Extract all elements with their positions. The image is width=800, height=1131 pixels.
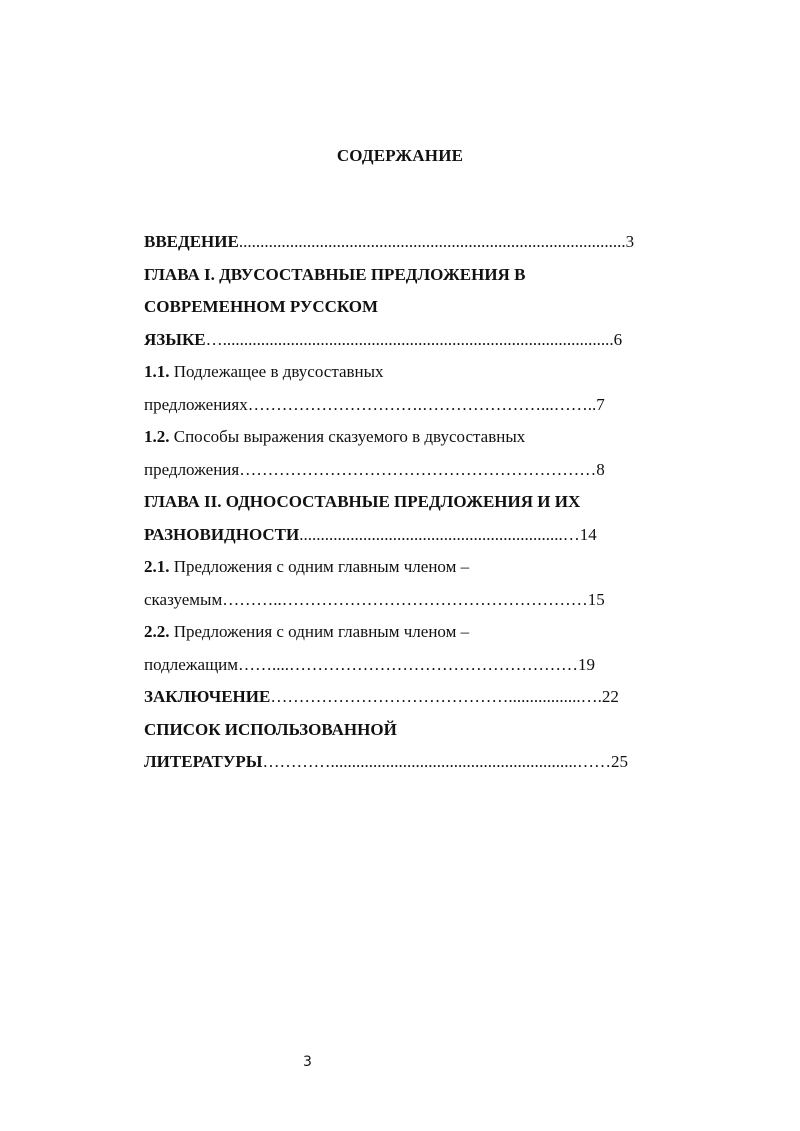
toc-entry-title: Подлежащее в двусоставных (169, 362, 384, 381)
toc-leader: ..............................................................… (299, 524, 580, 544)
toc-page-number: 14 (579, 524, 597, 544)
toc-entry-conclusion[interactable] (144, 681, 656, 714)
toc-entry-title: Предложения с одним главным членом – (169, 622, 470, 641)
toc-entry-section-1-1[interactable] (144, 356, 656, 389)
toc-entry-title: РАЗНОВИДНОСТИ (144, 524, 300, 544)
toc-page-number: 15 (587, 589, 605, 609)
toc-leader: ........................................................................................... (238, 232, 626, 251)
toc-entry-section-2-1-end[interactable] (144, 584, 656, 617)
toc-leader: ………..……………………………………………… (222, 589, 588, 609)
toc-entry-title: ВВЕДЕНИЕ (144, 232, 239, 251)
toc-entry-title: ЯЗЫКЕ (144, 329, 206, 349)
toc-entry-section-1-2[interactable] (144, 421, 656, 454)
toc-entry-section-2-2[interactable] (144, 616, 656, 649)
toc-entry-references-end[interactable] (144, 746, 656, 779)
toc-leader: ……………………………………………………… (239, 459, 597, 479)
toc-entry-title: подлежащим (144, 654, 239, 674)
toc-entry-title: Предложения с одним главным членом – (169, 557, 470, 576)
footer-page-number: 3 (303, 1054, 312, 1070)
table-of-contents (144, 226, 656, 779)
toc-leader: ………………………….…………………...…….. (247, 394, 597, 414)
toc-entry-section-1-2-end[interactable] (144, 454, 656, 487)
toc-entry-section-2-1[interactable] (144, 551, 656, 584)
toc-entry-title: предложения (144, 459, 240, 479)
toc-page-number: 7 (596, 394, 605, 414)
toc-entry-title: ЛИТЕРАТУРЫ (144, 752, 263, 771)
toc-entry-title: ГЛАВА I. ДВУСОСТАВНЫЕ ПРЕДЛОЖЕНИЯ В (144, 264, 526, 284)
toc-entry-title: ГЛАВА II. ОДНОСОСТАВНЫЕ ПРЕДЛОЖЕНИЯ И ИХ (144, 492, 581, 511)
toc-section-number: 2.1. (144, 557, 170, 576)
toc-entry-title: СПИСОК ИСПОЛЬЗОВАННОЙ (144, 719, 397, 739)
toc-entry-chapter-1[interactable] (144, 259, 656, 292)
toc-entry-chapter-1-end[interactable] (144, 324, 656, 357)
toc-page-number: 22 (601, 687, 619, 706)
toc-entry-title: Способы выражения сказуемого в двусоставных (169, 427, 526, 446)
toc-page-number: 3 (625, 232, 635, 251)
toc-entry-title: предложениях (144, 394, 248, 414)
toc-entry-title: ЗАКЛЮЧЕНИЕ (144, 687, 271, 706)
page-title: СОДЕРЖАНИЕ (336, 146, 464, 165)
toc-entry-chapter-2-end[interactable] (144, 519, 656, 552)
toc-page-number: 8 (596, 459, 605, 479)
toc-leader: ……....…………………………………………… (238, 654, 579, 674)
toc-leader: …………..........................................................…… (262, 752, 611, 771)
toc-section-number: 1.1. (144, 362, 170, 381)
toc-entry-section-1-1-end[interactable] (144, 389, 656, 422)
toc-entry-introduction[interactable] (144, 226, 656, 259)
toc-leader: …............................................................................................ (205, 329, 614, 349)
toc-entry-references[interactable] (144, 714, 656, 747)
toc-entry-title: сказуемым (144, 589, 223, 609)
toc-leader: …………………………………….................…. (270, 687, 602, 706)
toc-page-number: 25 (610, 752, 628, 771)
toc-section-number: 1.2. (144, 427, 170, 446)
toc-entry-section-2-2-end[interactable] (144, 649, 656, 682)
toc-entry-title: СОВРЕМЕННОМ РУССКОМ (144, 297, 379, 316)
toc-page-number: 6 (613, 329, 623, 349)
toc-entry-chapter-2[interactable] (144, 486, 656, 519)
toc-section-number: 2.2. (144, 622, 170, 641)
toc-page-number: 19 (578, 654, 596, 674)
toc-entry-chapter-1-cont[interactable] (144, 291, 656, 324)
